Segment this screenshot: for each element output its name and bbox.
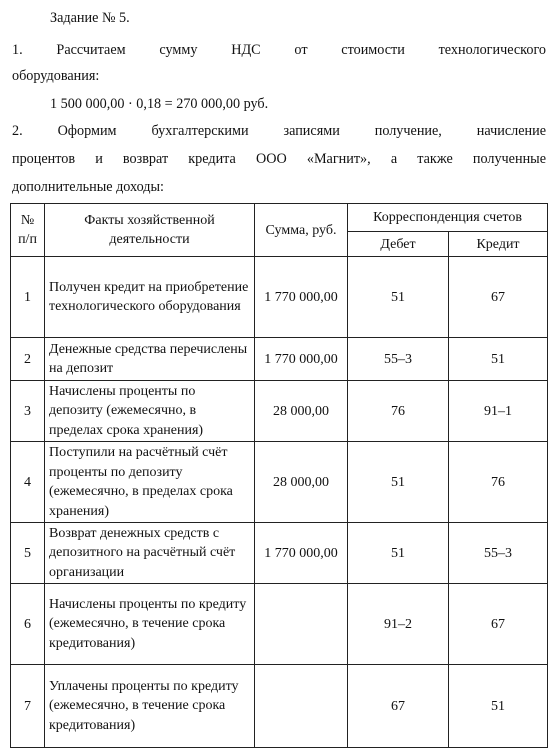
row-sum bbox=[255, 665, 348, 748]
vat-calculation: 1 500 000,00 · 0,18 = 270 000,00 руб. bbox=[50, 96, 269, 112]
header-sum: Сумма, руб. bbox=[255, 204, 348, 257]
row-num: 3 bbox=[11, 381, 45, 442]
table-row bbox=[11, 338, 548, 381]
header-correspondence: Корреспонденция счетов bbox=[348, 204, 548, 232]
row-sum: 28 000,00 bbox=[255, 381, 348, 442]
row-credit: 67 bbox=[449, 584, 548, 665]
row-debit: 51 bbox=[348, 442, 449, 523]
header-credit: Кредит bbox=[449, 232, 548, 257]
row-credit: 51 bbox=[449, 338, 548, 381]
item1-line1: 1. Рассчитаем сумму НДС от стоимости технологического bbox=[12, 42, 546, 58]
row-num: 7 bbox=[11, 665, 45, 748]
table-row bbox=[11, 381, 548, 442]
table-row bbox=[11, 442, 548, 523]
row-fact: Возврат денежных средств с депозитного на расчётный счёт организации bbox=[45, 523, 255, 584]
row-debit: 51 bbox=[348, 257, 449, 338]
item2-line1: 2. Оформим бухгалтерскими записями получение, начисление bbox=[12, 123, 546, 139]
row-num: 6 bbox=[11, 584, 45, 665]
row-sum bbox=[255, 584, 348, 665]
row-credit: 51 bbox=[449, 665, 548, 748]
table-row bbox=[11, 584, 548, 665]
row-debit: 55–3 bbox=[348, 338, 449, 381]
row-num: 4 bbox=[11, 442, 45, 523]
row-credit: 67 bbox=[449, 257, 548, 338]
header-debit: Дебет bbox=[348, 232, 449, 257]
item2-line3: дополнительные доходы: bbox=[12, 179, 164, 195]
header-fact: Факты хозяйственной деятельности bbox=[45, 204, 255, 257]
accounting-entries-table bbox=[10, 203, 548, 748]
table-row bbox=[11, 257, 548, 338]
row-num: 5 bbox=[11, 523, 45, 584]
row-credit: 76 bbox=[449, 442, 548, 523]
row-sum: 28 000,00 bbox=[255, 442, 348, 523]
row-fact: Начислены проценты по кредиту (ежемесячно, в течение срока кредитования) bbox=[45, 584, 255, 665]
row-sum: 1 770 000,00 bbox=[255, 523, 348, 584]
row-fact: Начислены проценты по депозиту (ежемесячно, в пределах срока хранения) bbox=[45, 381, 255, 442]
row-debit: 76 bbox=[348, 381, 449, 442]
table-row bbox=[11, 523, 548, 584]
table-row bbox=[11, 665, 548, 748]
row-sum: 1 770 000,00 bbox=[255, 338, 348, 381]
item2-line2: процентов и возврат кредита ООО «Магнит», а также полученные bbox=[12, 151, 546, 167]
row-debit: 51 bbox=[348, 523, 449, 584]
item1-line2: оборудования: bbox=[12, 68, 100, 84]
row-debit: 67 bbox=[348, 665, 449, 748]
row-fact: Денежные средства перечислены на депозит bbox=[45, 338, 255, 381]
header-num: № п/п bbox=[11, 204, 45, 257]
row-fact: Уплачены проценты по кредиту (ежемесячно, в течение срока кредитования) bbox=[45, 665, 255, 748]
row-fact: Поступили на расчётный счёт проценты по депозиту (ежемесячно, в пределах срока хранения) bbox=[45, 442, 255, 523]
row-debit: 91–2 bbox=[348, 584, 449, 665]
row-credit: 55–3 bbox=[449, 523, 548, 584]
row-num: 2 bbox=[11, 338, 45, 381]
row-credit: 91–1 bbox=[449, 381, 548, 442]
task-title: Задание № 5. bbox=[50, 10, 130, 26]
row-sum: 1 770 000,00 bbox=[255, 257, 348, 338]
row-fact: Получен кредит на приобретение технологического оборудования bbox=[45, 257, 255, 338]
row-num: 1 bbox=[11, 257, 45, 338]
